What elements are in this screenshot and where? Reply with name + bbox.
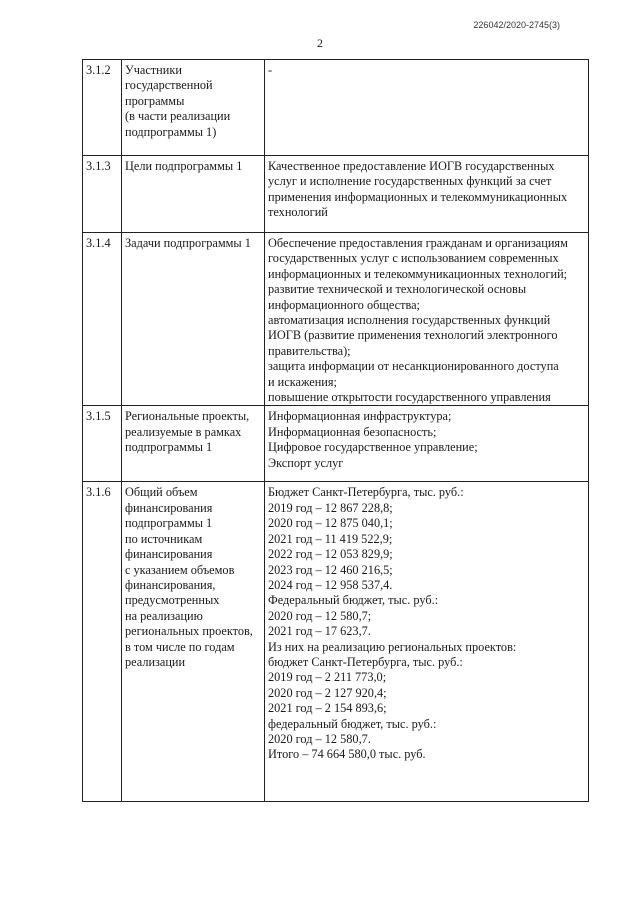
row-value-line: Итого – 74 664 580,0 тыс. руб. (268, 747, 426, 762)
row-label-line: Региональные проекты, (125, 409, 250, 424)
row-value-line: Информационная инфраструктура; (268, 409, 452, 424)
row-value-line: 2019 год – 2 211 773,0; (268, 670, 387, 685)
row-label (122, 156, 265, 233)
row-value-line: развитие технической и технологической основы (268, 282, 527, 297)
row-value-line: 2024 год – 12 958 537,4. (268, 577, 393, 592)
row-label-line: подпрограммы 1 (125, 516, 213, 531)
row-label-line: Цели подпрограммы 1 (125, 159, 243, 173)
row-number: 3.1.4 (83, 233, 122, 406)
row-value-line: применения информационных и телекоммуникационных (268, 189, 568, 204)
row-number: 3.1.3 (83, 156, 122, 233)
row-value-line: информационных и телекоммуникационных технологий; (268, 266, 568, 281)
row-value-line: Качественное предоставление ИОГВ государственных (268, 159, 555, 173)
row-value-line: бюджет Санкт-Петербурга, тыс. руб.: (268, 654, 463, 669)
row-number: 3.1.6 (83, 482, 122, 802)
row-label-line: финансирования, (125, 577, 216, 592)
row-value (265, 482, 589, 802)
table-row (83, 406, 589, 482)
row-value-line: - (268, 63, 273, 77)
row-number: 3.1.2 (83, 60, 122, 156)
row-label-line: региональных проектов, (125, 624, 253, 639)
row-value-line: 2021 год – 11 419 522,9; (268, 531, 393, 546)
row-label-line: подпрограммы 1 (125, 440, 213, 455)
program-passport-table (82, 59, 589, 802)
row-value-line: 2020 год – 12 580,7; (268, 608, 372, 623)
row-value-line: Из них на реализацию региональных проектов: (268, 639, 517, 654)
document-id: 226042/2020-2745(3) (473, 20, 560, 30)
row-value-line: Бюджет Санкт-Петербурга, тыс. руб.: (268, 485, 464, 500)
row-value-line: Федеральный бюджет, тыс. руб.: (268, 593, 439, 608)
row-label-line: финансирования (125, 500, 213, 515)
row-value-line: 2022 год – 12 053 829,9; (268, 547, 393, 562)
table-row (83, 60, 589, 156)
row-value-line: и искажения; (268, 374, 337, 389)
row-label-line: реализуемые в рамках (125, 424, 242, 439)
row-label-line: предусмотренных (125, 593, 220, 608)
row-label-line: государственной (125, 78, 213, 93)
table-row (83, 156, 589, 233)
row-value (265, 156, 589, 233)
row-label-line: с указанием объемов (125, 562, 235, 577)
row-label (122, 60, 265, 156)
row-value-line: автоматизация исполнения государственных функций (268, 313, 551, 328)
row-value-line: правительства); (268, 343, 351, 358)
row-label-line: Задачи подпрограммы 1 (125, 236, 251, 250)
row-value (265, 406, 589, 482)
row-label-line: (в части реализации (125, 109, 231, 124)
row-value-line: государственных услуг с использованием современных (268, 251, 559, 266)
row-value-line: Информационная безопасность; (268, 424, 437, 439)
row-number: 3.1.5 (83, 406, 122, 482)
row-value-line: федеральный бюджет, тыс. руб.: (268, 716, 437, 731)
page-number: 2 (317, 36, 323, 50)
table-row (83, 482, 589, 802)
row-value-line: ИОГВ (развитие применения технологий электронного (268, 328, 558, 343)
row-label-line: по источникам (125, 531, 203, 546)
row-label-line: в том числе по годам (125, 639, 235, 654)
row-value-line: услуг и исполнение государственных функций за счет (268, 174, 552, 189)
row-value-line: 2020 год – 12 875 040,1; (268, 516, 393, 531)
row-value-line: 2021 год – 2 154 893,6; (268, 701, 387, 716)
row-value-line: 2023 год – 12 460 216,5; (268, 562, 393, 577)
row-value-line: защита информации от несанкционированного доступа (268, 359, 559, 374)
row-label-line: Участники (125, 63, 182, 77)
table-row (83, 233, 589, 406)
row-value (265, 60, 589, 156)
row-value-line: технологий (268, 205, 328, 220)
row-label-line: программы (125, 93, 185, 108)
row-value-line: 2020 год – 12 580,7. (268, 731, 371, 746)
row-value-line: 2019 год – 12 867 228,8; (268, 500, 393, 515)
row-value-line: Обеспечение предоставления гражданам и организациям (268, 236, 568, 250)
row-label (122, 482, 265, 802)
row-label (122, 406, 265, 482)
row-value-line: 2021 год – 17 623,7. (268, 624, 371, 639)
row-label-line: на реализацию (125, 608, 203, 623)
row-label-line: Общий объем (125, 485, 198, 500)
row-value-line: Цифровое государственное управление; (268, 440, 478, 455)
row-label-line: финансирования (125, 547, 213, 562)
row-value-line: 2020 год – 2 127 920,4; (268, 685, 387, 700)
row-label (122, 233, 265, 406)
row-value (265, 233, 589, 406)
row-label-line: подпрограммы 1) (125, 124, 217, 139)
row-value-line: Экспорт услуг (268, 455, 344, 470)
row-value-line: повышение открытости государственного управления (268, 390, 551, 405)
row-value-line: информационного общества; (268, 297, 420, 312)
row-label-line: реализации (125, 654, 186, 669)
